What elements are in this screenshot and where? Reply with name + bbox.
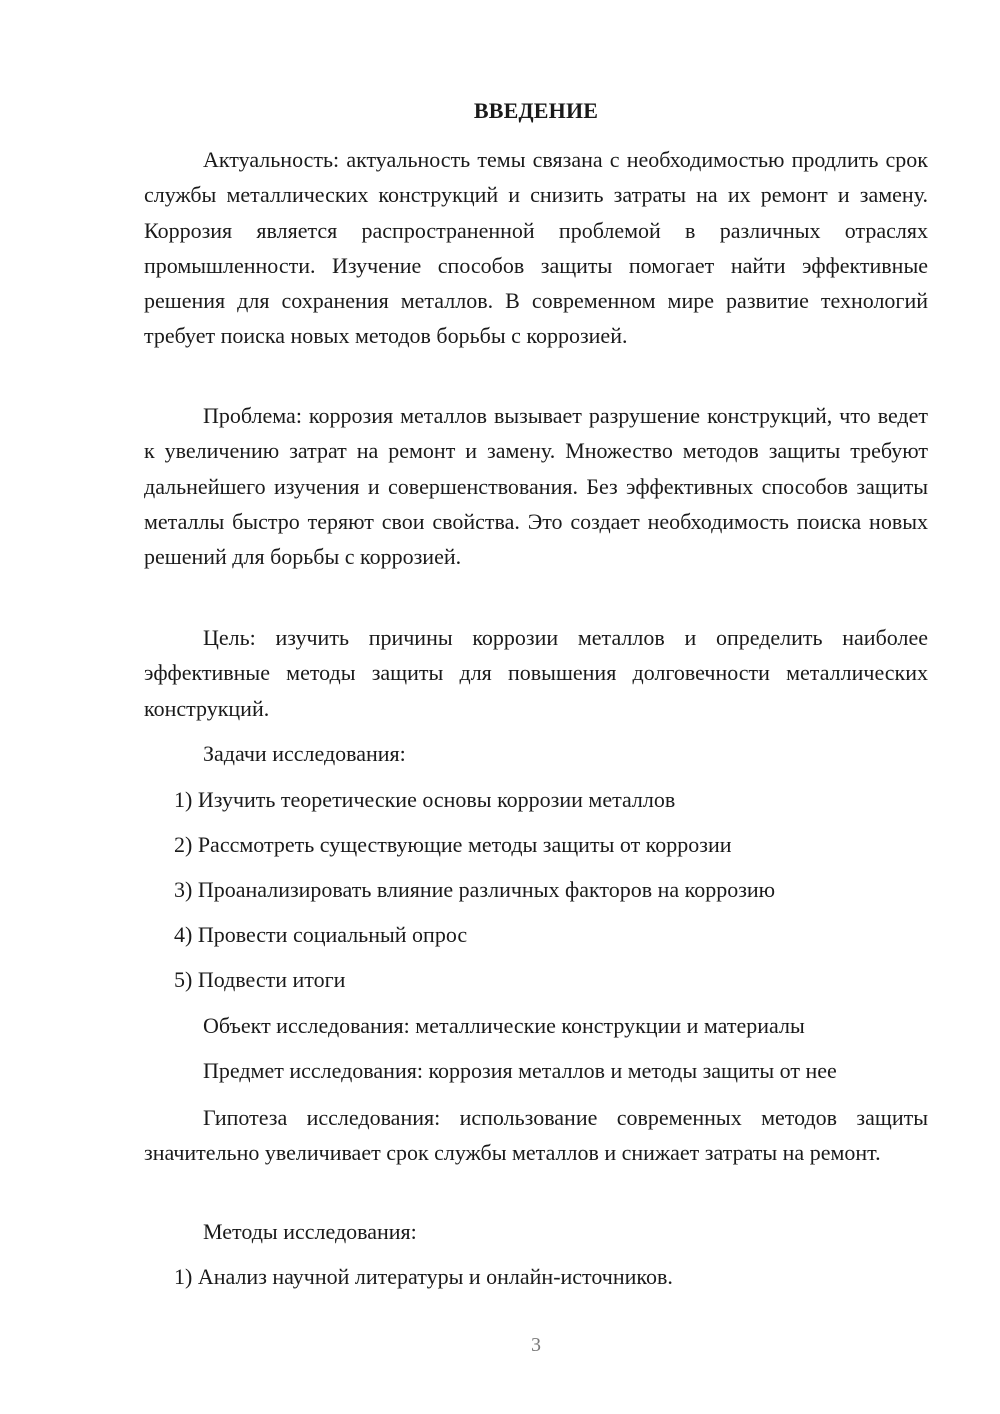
task-item: 5) Подвести итоги	[174, 967, 346, 992]
task-item: 4) Провести социальный опрос	[174, 922, 468, 947]
task-item: 2) Рассмотреть существующие методы защиты от коррозии	[174, 832, 732, 857]
page-number: 3	[531, 1334, 541, 1356]
task-item: 1) Изучить теоретические основы коррозии металлов	[174, 787, 676, 812]
goal-paragraph: Цель: изучить причины коррозии металлов и определить наиболее эффективные методы защиты для повышения долговечности металлических конструкций.	[144, 625, 928, 721]
subject-line: Предмет исследования: коррозия металлов и методы защиты от нее	[203, 1058, 837, 1083]
methods-heading: Методы исследования:	[203, 1219, 417, 1244]
object-line: Объект исследования: металлические конструкции и материалы	[203, 1013, 805, 1038]
hypothesis-paragraph: Гипотеза исследования: использование современных методов защиты значительно увеличивает срок службы металлов и снижает затраты на ремонт.	[144, 1105, 928, 1166]
page-title: ВВЕДЕНИЕ	[473, 98, 599, 123]
relevance-paragraph: Актуальность: актуальность темы связана с необходимостью продлить срок службы металлических конструкций и снизить затраты на их ремонт и замену. Коррозия является распространенной проблемой в различных отраслях промышленности. Изучение способов защиты помогает найти эффективные решения для сохранения металлов. В современном мире развитие технологий требует поиска новых методов борьбы с коррозией.	[144, 147, 928, 349]
tasks-heading: Задачи исследования:	[203, 741, 406, 766]
problem-paragraph: Проблема: коррозия металлов вызывает разрушение конструкций, что ведет к увеличению затрат на ремонт и замену. Множество методов защиты требуют дальнейшего изучения и совершенствования. Без эффективных способов защиты металлы быстро теряют свои свойства. Это создает необходимость поиска новых решений для борьбы с коррозией.	[144, 403, 928, 570]
task-item: 3) Проанализировать влияние различных факторов на коррозию	[174, 877, 776, 902]
method-item: 1) Анализ научной литературы и онлайн-источников.	[174, 1264, 673, 1289]
